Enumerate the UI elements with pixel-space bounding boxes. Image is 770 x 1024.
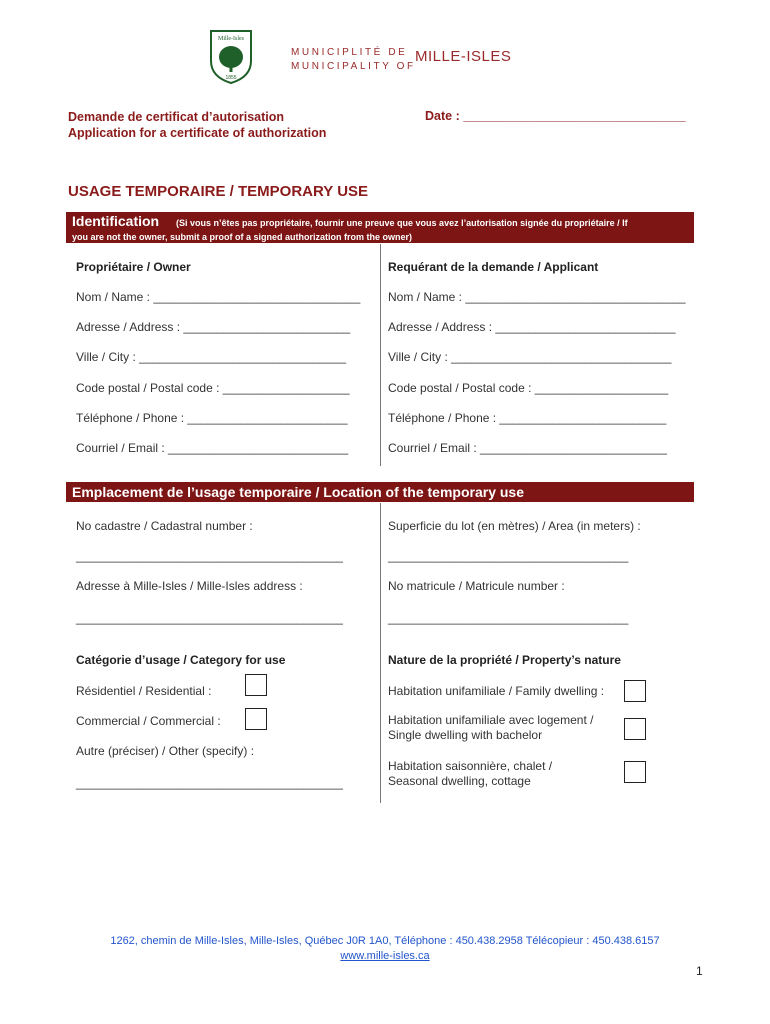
address-label: Adresse à Mille-Isles / Mille-Isles address :	[76, 579, 303, 593]
lot-area-label: Superficie du lot (en mètres) / Area (in meters) :	[388, 519, 641, 533]
applicant-heading: Requérant de la demande / Applicant	[388, 260, 599, 274]
cadastral-number-label: No cadastre / Cadastral number :	[76, 519, 253, 533]
footer-address: 1262, chemin de Mille-Isles, Mille-Isles, Québec J0R 1A0, Téléphone : 450.438.2958 Télécopieur : 450.438.6157	[110, 935, 660, 947]
seasonal-dwelling-label	[388, 759, 552, 789]
municipality-label-en: MUNICIPALITY OF	[291, 61, 416, 72]
municipality-crest-logo	[207, 25, 255, 85]
request-title-fr: Demande de certificat d’autorisation	[68, 110, 285, 124]
owner-postal-code-field[interactable]: Code postal / Postal code : ___________________	[76, 381, 350, 395]
identification-note-line1: (Si vous n’êtes pas propriétaire, fournir une preuve que vous avez l’autorisation signée du propriétaire / If	[176, 218, 628, 228]
seasonal-dwelling-label-en: Seasonal dwelling, cottage	[388, 774, 531, 788]
date-field[interactable]: Date : ________________________________	[425, 109, 686, 123]
form-title: USAGE TEMPORAIRE / TEMPORARY USE	[68, 183, 369, 200]
single-with-bachelor-checkbox[interactable]	[624, 718, 646, 740]
category-heading: Catégorie d’usage / Category for use	[76, 653, 286, 667]
column-divider	[380, 503, 381, 803]
property-nature-heading: Nature de la propriété / Property’s nature	[388, 653, 621, 667]
single-with-bachelor-label-fr: Habitation unifamiliale avec logement /	[388, 713, 594, 727]
municipality-label-fr: MUNICIPLITÉ DE	[291, 47, 408, 58]
svg-text:1855: 1855	[225, 75, 237, 81]
other-specify-field[interactable]: ________________________________________	[76, 776, 343, 790]
owner-address-field[interactable]: Adresse / Address : _________________________	[76, 320, 351, 334]
commercial-label: Commercial / Commercial :	[76, 714, 221, 728]
owner-name-field[interactable]: Nom / Name : _______________________________	[76, 290, 361, 304]
applicant-email-field[interactable]: Courriel / Email : ____________________________	[388, 441, 667, 455]
single-with-bachelor-label	[388, 713, 593, 743]
column-divider	[380, 244, 381, 466]
page-number: 1	[696, 964, 703, 978]
seasonal-dwelling-checkbox[interactable]	[624, 761, 646, 783]
location-section-header	[66, 482, 694, 502]
matricule-number-field[interactable]: ____________________________________	[388, 611, 629, 625]
single-with-bachelor-label-en: Single dwelling with bachelor	[388, 728, 543, 742]
residential-label: Résidentiel / Residential :	[76, 684, 212, 698]
residential-checkbox[interactable]	[245, 674, 267, 696]
applicant-postal-code-field[interactable]: Code postal / Postal code : ____________________	[388, 381, 669, 395]
identification-note-line2: you are not the owner, submit a proof of a signed authorization from the owner)	[72, 232, 413, 242]
applicant-city-field[interactable]: Ville / City : _________________________________	[388, 350, 672, 364]
applicant-name-field[interactable]: Nom / Name : _________________________________	[388, 290, 686, 304]
footer	[0, 934, 770, 964]
owner-heading: Propriétaire / Owner	[76, 260, 191, 274]
seasonal-dwelling-label-fr: Habitation saisonnière, chalet /	[388, 759, 553, 773]
location-heading: Emplacement de l’usage temporaire / Location of the temporary use	[72, 484, 525, 500]
request-title-en: Application for a certificate of authorization	[68, 126, 327, 140]
matricule-number-label: No matricule / Matricule number :	[388, 579, 565, 593]
commercial-checkbox[interactable]	[245, 708, 267, 730]
applicant-phone-field[interactable]: Téléphone / Phone : _________________________	[388, 411, 667, 425]
owner-city-field[interactable]: Ville / City : _______________________________	[76, 350, 347, 364]
municipality-label	[291, 46, 416, 74]
website-link[interactable]: www.mille-isles.ca	[340, 950, 430, 962]
other-label: Autre (préciser) / Other (specify) :	[76, 744, 255, 758]
request-title	[68, 109, 326, 141]
lot-area-field[interactable]: ____________________________________	[388, 549, 629, 563]
single-family-label: Habitation unifamiliale / Family dwelling :	[388, 684, 605, 698]
address-field[interactable]: ________________________________________	[76, 611, 343, 625]
applicant-address-field[interactable]: Adresse / Address : ___________________________	[388, 320, 676, 334]
single-family-checkbox[interactable]	[624, 680, 646, 702]
owner-phone-field[interactable]: Téléphone / Phone : ________________________	[76, 411, 348, 425]
cadastral-number-field[interactable]: ________________________________________	[76, 549, 343, 563]
municipality-name: MILLE-ISLES	[415, 48, 512, 65]
svg-text:Mille-Isles: Mille-Isles	[218, 36, 244, 42]
identification-heading: Identification	[72, 213, 160, 229]
identification-section-header	[66, 212, 694, 243]
owner-email-field[interactable]: Courriel / Email : ___________________________	[76, 441, 349, 455]
identification-note	[72, 216, 688, 244]
